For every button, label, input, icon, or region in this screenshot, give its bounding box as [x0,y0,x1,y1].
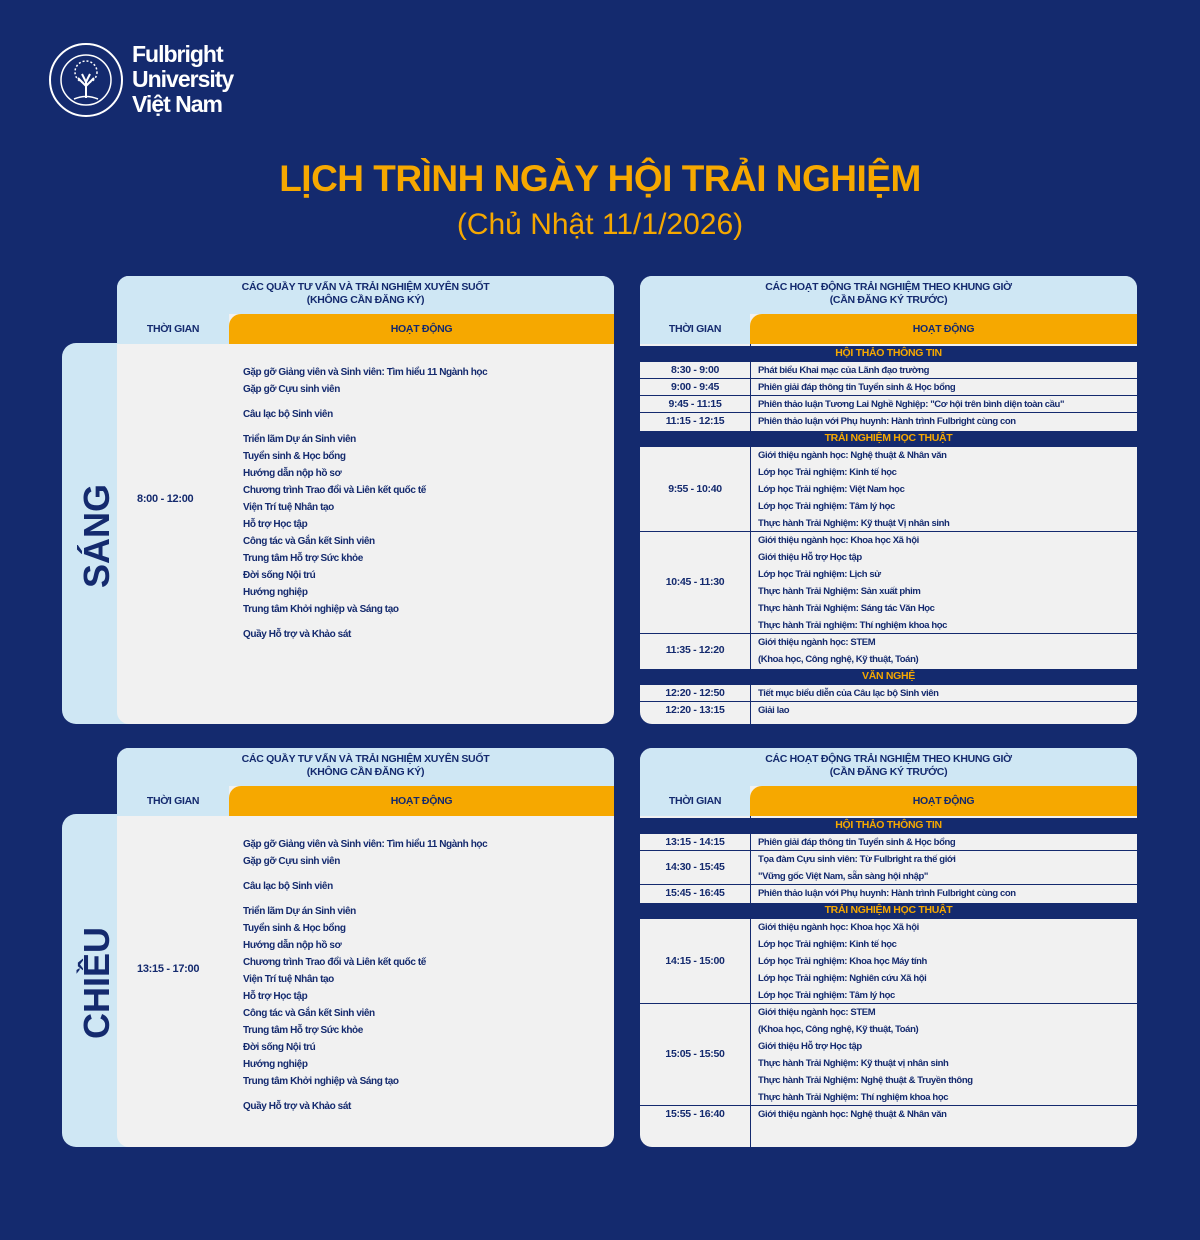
activity-item: Lớp học Trải nghiệm: Nghiên cứu Xã hội [758,973,927,984]
schedule-row [640,633,1137,668]
afternoon-schedule-table [640,816,1137,1147]
schedule-row [640,361,1137,379]
booth-item: Hướng nghiệp [243,1059,308,1070]
morning-schedule-header [640,276,1137,314]
slot-time: 8:30 - 9:00 [670,363,720,376]
activity-item: Giới thiệu ngành học: STEM [758,1007,876,1018]
morning-schedule-table [640,344,1137,724]
booth-item: Câu lạc bộ Sinh viên [243,409,333,420]
list-spacer [243,398,487,406]
activity-item: (Khoa học, Công nghệ, Kỹ thuật, Toán) [758,1024,919,1035]
booth-list [243,364,487,643]
schedule-row [640,1003,1137,1106]
afternoon-schedule-panel [640,748,1137,1147]
slot-time: 15:45 - 16:45 [665,886,725,899]
time-column-header: THỜI GIAN [117,314,229,344]
activity-item: Lớp học Trải nghiệm: Kinh tế học [758,939,897,950]
slot-time: 15:05 - 15:50 [665,1048,725,1060]
morning-booths-panel [117,276,614,724]
morning-label: SÁNG [76,484,117,589]
header-line-2: (CẦN ĐĂNG KÝ TRƯỚC) [829,766,948,778]
slot-time: 13:15 - 14:15 [665,835,725,848]
header-line-1: CÁC HOẠT ĐỘNG TRẢI NGHIỆM THEO KHUNG GIỜ [765,753,1012,765]
activity-column-header: HOẠT ĐỘNG [750,786,1137,816]
afternoon-schedule-header [640,748,1137,786]
time-column-header: THỜI GIAN [640,314,750,344]
booth-item: Quầy Hỗ trợ và Khảo sát [243,1101,351,1112]
activity-item: Giới thiệu Hỗ trợ Học tập [758,1041,862,1052]
activity-column-header: HOẠT ĐỘNG [229,314,614,344]
header-line-2: (KHÔNG CẦN ĐĂNG KÝ) [306,294,425,306]
booth-item: Trung tâm Hỗ trợ Sức khỏe [243,553,363,564]
activity-item: Lớp học Trải nghiệm: Lịch sử [758,569,881,580]
schedule-row [640,850,1137,885]
activity-item: Phát biểu Khai mạc của Lãnh đạo trường [758,365,930,376]
slot-activities [758,851,956,885]
booth-item: Viện Trí tuệ Nhân tạo [243,502,334,513]
slot-activities [758,396,1064,413]
section-heading: HỘI THẢO THÔNG TIN [640,818,1137,833]
section-heading: TRẢI NGHIỆM HỌC THUẬT [640,431,1137,446]
slot-activities [758,413,1016,430]
section-heading: TRẢI NGHIỆM HỌC THUẬT [640,903,1137,918]
time-column-header: THỜI GIAN [640,786,750,816]
slot-activities [758,634,918,668]
activity-item: Giới thiệu ngành học: Nghệ thuật & Nhân văn [758,450,947,461]
schedule-row [640,701,1137,719]
afternoon-label: CHIỀU [76,927,117,1040]
schedule-row [640,378,1137,396]
activity-item: Phiên thảo luận với Phụ huynh: Hành trình Fulbright cùng con [758,888,1016,899]
activity-column-header: HOẠT ĐỘNG [750,314,1137,344]
booth-item: Triển lãm Dự án Sinh viên [243,906,356,917]
booth-item: Đời sống Nội trú [243,1042,316,1053]
booth-item: Tuyển sinh & Học bổng [243,451,346,462]
list-spacer [243,895,487,903]
slot-time: 10:45 - 11:30 [665,576,725,588]
booth-time: 13:15 - 17:00 [137,963,200,975]
activity-item: Giới thiệu ngành học: Nghệ thuật & Nhân văn [758,1109,947,1120]
brand-line-3: Việt Nam [132,91,223,117]
booth-item: Gặp gỡ Cựu sinh viên [243,384,340,395]
slot-time: 9:45 - 11:15 [668,397,722,410]
list-spacer [243,1090,487,1098]
booth-item: Hướng dẫn nộp hồ sơ [243,468,342,479]
slot-activities [758,702,789,719]
activity-column-header: HOẠT ĐỘNG [229,786,614,816]
booth-item: Gặp gỡ Giảng viên và Sinh viên: Tìm hiểu 11 Ngành học [243,367,488,378]
slot-activities [758,447,949,532]
activity-item: Lớp học Trải nghiệm: Kinh tế học [758,467,897,478]
activity-item: Lớp học Trải nghiệm: Việt Nam học [758,484,905,495]
schedule-row [640,833,1137,851]
morning-booths-header [117,276,614,314]
schedule-row [640,684,1137,702]
schedule-row [640,446,1137,532]
time-column-header: THỜI GIAN [117,786,229,816]
page-subtitle: (Chủ Nhật 11/1/2026) [456,208,744,241]
activity-item: Thực hành Trải Nghiệm: Thí nghiệm khoa học [758,1092,949,1103]
list-spacer [243,870,487,878]
activity-item: Phiên thảo luận với Phụ huynh: Hành trình Fulbright cùng con [758,416,1016,427]
slot-activities [758,532,947,634]
activity-item: Lớp học Trải nghiệm: Khoa học Máy tính [758,956,927,967]
slot-time: 9:55 - 10:40 [668,482,722,495]
activity-item: Lớp học Trải nghiệm: Tâm lý học [758,501,895,512]
header-line-1: CÁC QUẦY TƯ VẤN VÀ TRẢI NGHIỆM XUYÊN SUỐT [241,281,490,293]
header-line-2: (KHÔNG CẦN ĐĂNG KÝ) [306,766,425,778]
booth-item: Chương trình Trao đổi và Liên kết quốc tế [243,957,426,968]
activity-item: Giới thiệu ngành học: Khoa học Xã hội [758,535,919,546]
slot-time: 14:15 - 15:00 [665,954,725,967]
brand-line-2: University [132,66,234,92]
booth-item: Gặp gỡ Cựu sinh viên [243,856,340,867]
slot-activities [758,1004,973,1106]
booth-item: Gặp gỡ Giảng viên và Sinh viên: Tìm hiểu 11 Ngành học [243,839,488,850]
section-heading: VĂN NGHỆ [640,669,1137,684]
schedule-row [640,1105,1137,1123]
booth-item: Hỗ trợ Học tập [243,519,308,530]
activity-item: Giới thiệu Hỗ trợ Học tập [758,552,862,563]
university-seal-logo [48,42,124,118]
slot-time: 15:55 - 16:40 [665,1107,725,1120]
booth-item: Hỗ trợ Học tập [243,991,308,1002]
activity-item: Thực hành Trải nghiệm: Thí nghiệm khoa học [758,620,948,631]
schedule-row [640,918,1137,1004]
booth-time: 8:00 - 12:00 [137,493,194,505]
morning-schedule-panel [640,276,1137,724]
booth-list [243,836,487,1115]
slot-activities [758,362,929,379]
booth-item: Viện Trí tuệ Nhân tạo [243,974,334,985]
activity-item: Giới thiệu ngành học: Khoa học Xã hội [758,922,919,933]
activity-item: (Khoa học, Công nghệ, Kỹ thuật, Toán) [758,654,919,665]
activity-item: Tiết mục biểu diễn của Câu lạc bộ Sinh viên [758,688,939,699]
list-spacer [243,423,487,431]
slot-activities [758,885,1016,902]
slot-activities [758,919,927,1004]
booth-item: Công tác và Gắn kết Sinh viên [243,536,375,547]
list-spacer [243,618,487,626]
header-line-2: (CẦN ĐĂNG KÝ TRƯỚC) [829,294,948,306]
activity-item: Tọa đàm Cựu sinh viên: Từ Fulbright ra thế giới [758,854,956,865]
slot-activities [758,1106,947,1123]
booth-item: Công tác và Gắn kết Sinh viên [243,1008,375,1019]
booth-item: Câu lạc bộ Sinh viên [243,881,333,892]
slot-time: 9:00 - 9:45 [670,380,720,393]
booth-item: Hướng nghiệp [243,587,308,598]
afternoon-booths-panel [117,748,614,1147]
activity-item: Thực hành Trải Nghiệm: Kỹ thuật vị nhân sinh [758,1058,949,1069]
booth-item: Triển lãm Dự án Sinh viên [243,434,356,445]
booth-item: Trung tâm Hỗ trợ Sức khỏe [243,1025,363,1036]
activity-item: Phiên giải đáp thông tin Tuyển sinh & Học bổng [758,837,956,848]
brand-line-1: Fulbright [132,41,223,67]
slot-time: 11:35 - 12:20 [665,644,725,656]
booth-item: Trung tâm Khởi nghiệp và Sáng tạo [243,604,399,615]
activity-item: Lớp học Trải nghiệm: Tâm lý học [758,990,895,1001]
slot-time: 12:20 - 12:50 [665,686,725,699]
activity-item: Thực hành Trải Nghiệm: Sáng tác Văn Học [758,603,935,614]
section-heading: HỘI THẢO THÔNG TIN [640,346,1137,361]
schedule-row [640,884,1137,902]
slot-time: 11:15 - 12:15 [665,414,725,427]
activity-item: Phiên thảo luận Tương Lai Nghề Nghiệp: "Cơ hội trên bình diện toàn cầu" [758,399,1065,410]
header-line-1: CÁC QUẦY TƯ VẤN VÀ TRẢI NGHIỆM XUYÊN SUỐT [241,753,490,765]
slot-activities [758,834,955,851]
page-title: LỊCH TRÌNH NGÀY HỘI TRẢI NGHIỆM [279,158,921,199]
schedule-row [640,412,1137,430]
booth-item: Chương trình Trao đổi và Liên kết quốc tế [243,485,426,496]
booth-item: Tuyển sinh & Học bổng [243,923,346,934]
schedule-row [640,395,1137,413]
booth-item: Hướng dẫn nộp hồ sơ [243,940,342,951]
booth-item: Quầy Hỗ trợ và Khảo sát [243,629,351,640]
slot-activities [758,379,955,396]
header-line-1: CÁC HOẠT ĐỘNG TRẢI NGHIỆM THEO KHUNG GIỜ [765,281,1012,293]
booth-item: Trung tâm Khởi nghiệp và Sáng tạo [243,1076,399,1087]
activity-item: Thực hành Trải Nghiệm: Kỹ thuật Vị nhân sinh [758,518,950,529]
activity-item: Giải lao [758,705,790,716]
activity-item: Giới thiệu ngành học: STEM [758,637,876,648]
activity-item: Phiên giải đáp thông tin Tuyển sinh & Học bổng [758,382,956,393]
slot-time: 12:20 - 13:15 [665,703,725,716]
activity-item: Thực hành Trải Nghiệm: Nghệ thuật & Truyền thông [758,1075,973,1086]
booth-item: Đời sống Nội trú [243,570,316,581]
schedule-row [640,531,1137,634]
activity-item: Thực hành Trải Nghiệm: Sản xuất phim [758,586,921,597]
activity-item: "Vững gốc Việt Nam, sẵn sàng hội nhập" [758,871,928,882]
slot-time: 14:30 - 15:45 [665,861,725,873]
slot-activities [758,685,939,702]
afternoon-booths-header [117,748,614,786]
brand-wordmark [132,42,233,117]
